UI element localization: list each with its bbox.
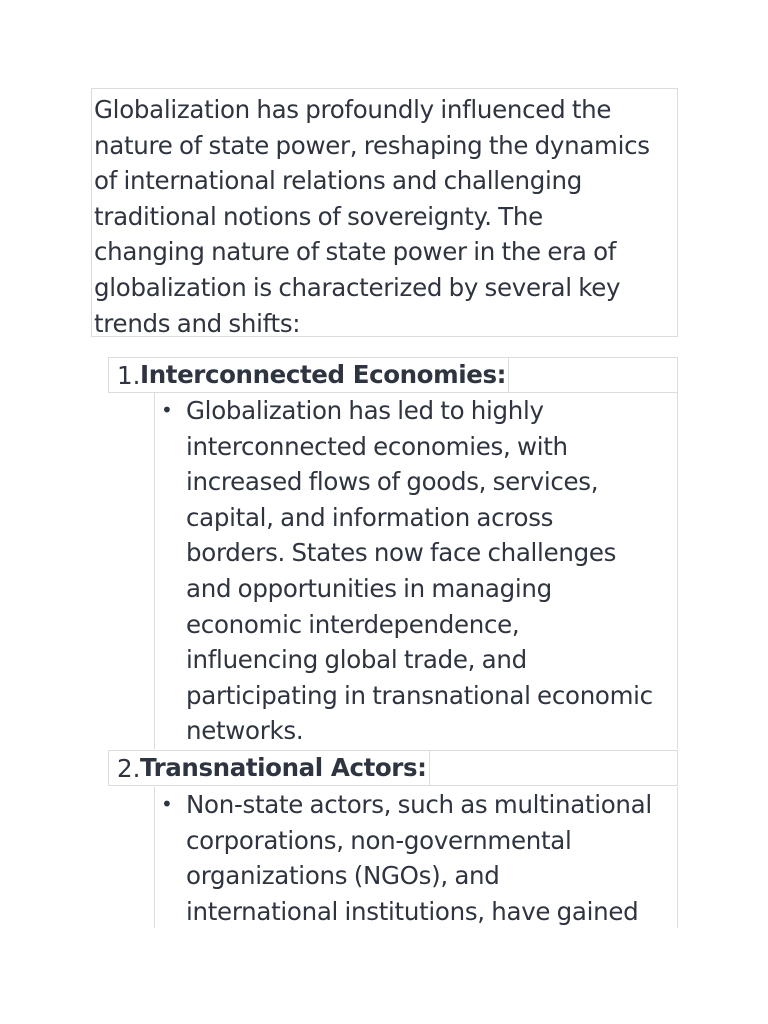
body-line: borders. States now face challenges xyxy=(186,538,617,568)
intro-paragraph xyxy=(91,88,678,337)
body-line: networks. xyxy=(186,716,304,746)
list-item-title: Transnational Actors: xyxy=(140,750,430,786)
list-item-number: 2. xyxy=(117,754,141,783)
intro-line: traditional notions of sovereignty. The xyxy=(94,201,543,231)
list-item-title: Interconnected Economies: xyxy=(140,357,509,393)
body-line: Non-state actors, such as multinational xyxy=(186,790,652,819)
body-line: interconnected economies, with xyxy=(186,431,568,461)
body-line: corporations, non-governmental xyxy=(186,825,572,855)
list-item-body-1 xyxy=(154,393,678,749)
body-line: Globalization has led to highly xyxy=(186,396,544,425)
body-line: increased flows of goods, services, xyxy=(186,467,599,497)
body-line: influencing global trade, and xyxy=(186,645,527,675)
intro-line: trends and shifts: xyxy=(94,308,301,338)
list-item-body-2 xyxy=(154,787,678,928)
body-line: economic interdependence, xyxy=(186,609,520,639)
intro-line: changing nature of state power in the era of xyxy=(94,237,617,267)
intro-line: globalization is characterized by several key xyxy=(94,272,621,302)
list-item-header-1 xyxy=(108,357,678,393)
bullet-icon: • xyxy=(161,792,173,816)
bullet-icon: • xyxy=(161,398,173,422)
body-line: and opportunities in managing xyxy=(186,573,552,603)
body-line: capital, and information across xyxy=(186,502,554,532)
intro-line: of international relations and challenging xyxy=(94,166,582,196)
list-item-header-2 xyxy=(108,750,678,786)
intro-line: nature of state power, reshaping the dynamics xyxy=(94,130,650,160)
intro-line: Globalization has profoundly influenced the xyxy=(94,95,612,124)
body-line: international institutions, have gained xyxy=(186,896,639,926)
body-line: organizations (NGOs), and xyxy=(186,861,500,891)
list-item-number: 1. xyxy=(117,361,141,390)
body-line: participating in transnational economic xyxy=(186,680,653,710)
